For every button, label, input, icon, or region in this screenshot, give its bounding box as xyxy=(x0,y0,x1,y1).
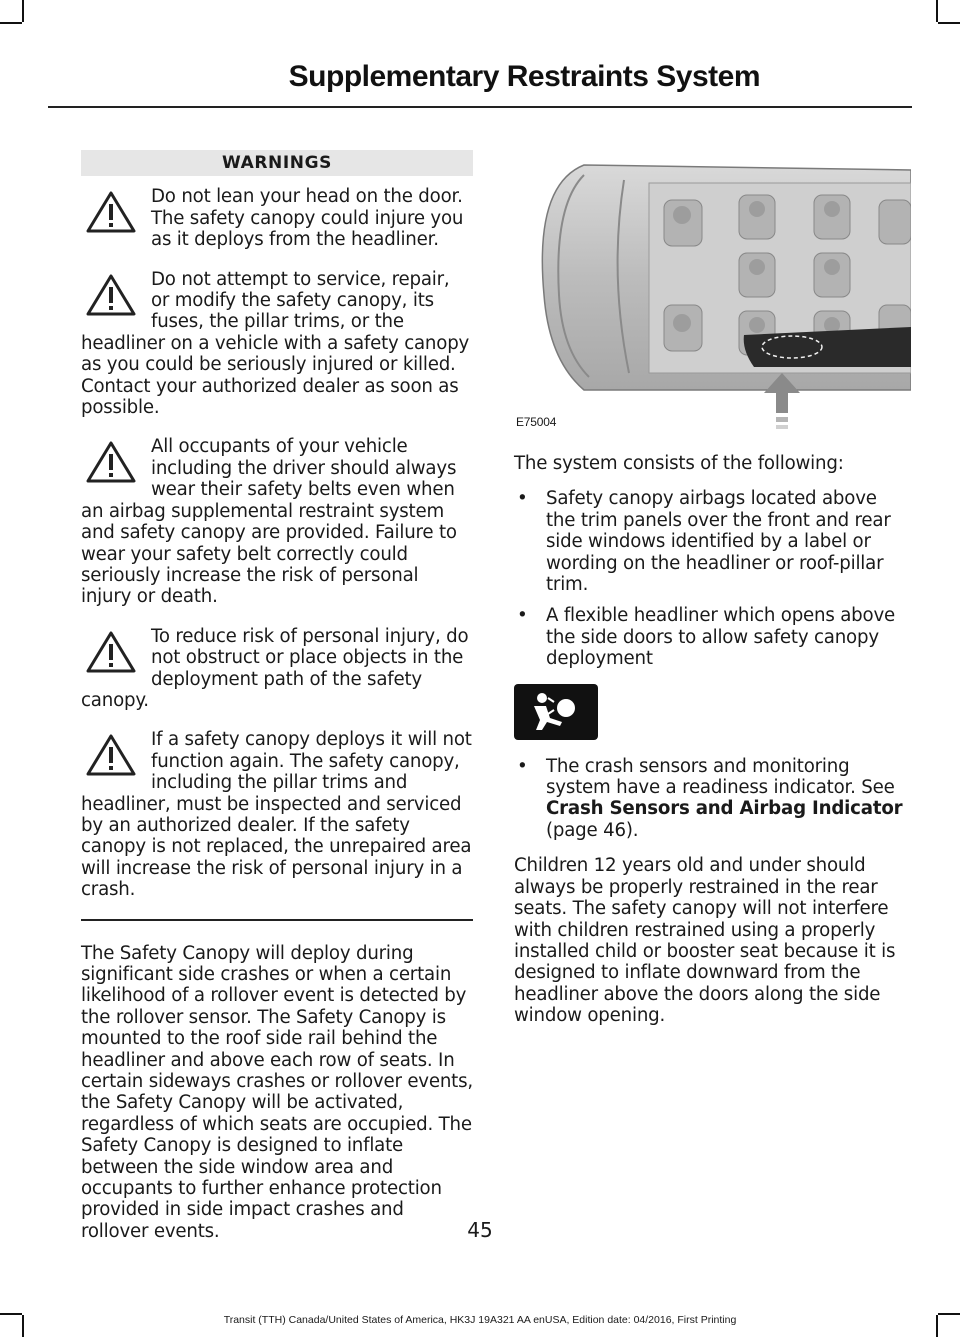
vehicle-safety-canopy-illustration xyxy=(514,145,911,435)
warnings-end-divider xyxy=(81,919,473,921)
list-item-text: The crash sensors and monitoring system have a readiness indicator. See xyxy=(546,755,895,799)
crop-mark xyxy=(22,0,24,22)
warning-triangle-icon xyxy=(85,190,137,234)
warning-item xyxy=(81,626,473,712)
component-list xyxy=(514,488,911,669)
warning-triangle-icon xyxy=(85,273,137,317)
warning-item xyxy=(81,729,473,900)
warning-text: Do not attempt to service, repair, or modify the safety canopy, its fuses, the pillar trims, or the headliner on a vehicle with a safety canopy as you could be seriously injured or killed. Contact your authorized dealer as soon as possible. xyxy=(81,268,470,419)
page-title: Supplementary Restraints System xyxy=(288,60,760,93)
header-divider xyxy=(48,106,912,108)
page-reference: (page 46). xyxy=(546,819,639,841)
airbag-warning-icon xyxy=(514,684,598,740)
airbag-symbol-icon xyxy=(514,684,598,740)
warning-item xyxy=(81,436,473,607)
warning-text: Do not lean your head on the door. The safety canopy could injure you as it deploys from the headliner. xyxy=(151,186,464,251)
right-column xyxy=(514,145,911,1041)
figure-label: E75004 xyxy=(516,414,557,429)
warning-triangle-icon xyxy=(85,630,137,674)
body-paragraph: Children 12 years old and under should always be properly restrained in the rear seats. The safety canopy will not interfere with children restrained using a properly installed child or booster seat because it is designed to inflate downward from the headliner above the doors along the side window opening. xyxy=(514,855,896,1027)
cross-reference-link[interactable]: Crash Sensors and Airbag Indicator xyxy=(546,798,903,820)
warning-text: All occupants of your vehicle including the driver should always wear their safety belts even when an airbag supplemental restraint system and safety canopy are provided. Failure to wear your safety belt correctly could seriously increase the risk of personal injury or death. xyxy=(81,436,457,608)
crop-mark xyxy=(0,22,22,24)
crop-mark xyxy=(936,0,938,22)
list-item: • Safety canopy airbags located above the trim panels over the front and rear side windows identified by a label or wording on the headliner or roof-pillar trim. xyxy=(514,488,911,595)
left-column xyxy=(81,150,473,1256)
warnings-heading: WARNINGS xyxy=(81,150,473,176)
crop-mark xyxy=(938,22,960,24)
warning-item xyxy=(81,186,473,250)
warning-text: To reduce risk of personal injury, do not obstruct or place objects in the deployment path of the safety canopy. xyxy=(81,625,469,711)
warning-item xyxy=(81,269,473,419)
list-item: • A flexible headliner which opens above the side doors to allow safety canopy deployment xyxy=(514,605,911,669)
system-intro: The system consists of the following: xyxy=(514,453,844,474)
body-paragraph: The Safety Canopy will deploy during significant side crashes or when a certain likelihood of a rollover event is detected by the rollover sensor. The Safety Canopy is mounted to the roof side rail behind the headliner and above each row of seats. In certain sideways crashes or rollover events, the Safety Canopy will be activated, regardless of which seats are occupied. The Safety Canopy is designed to inflate between the side window area and occupants to further enhance protection provided in side impact crashes and rollover events. xyxy=(81,942,473,1242)
warning-text: If a safety canopy deploys it will not function again. The safety canopy, including the pillar trims and headliner, must be inspected and serviced by an authorized dealer. If the safety canopy is not replaced, the unrepaired area will increase the risk of personal injury in a crash. xyxy=(81,729,472,901)
warning-triangle-icon xyxy=(85,733,137,777)
list-item xyxy=(514,756,911,842)
page-number: 45 xyxy=(467,1218,493,1242)
footer-text: Transit (TTH) Canada/United States of America, HK3J 19A321 AA enUSA, Edition date: 04/2016, First Printing xyxy=(223,1314,737,1326)
warning-triangle-icon xyxy=(85,440,137,484)
monitoring-list xyxy=(514,756,911,842)
vehicle-illustration xyxy=(514,145,911,435)
